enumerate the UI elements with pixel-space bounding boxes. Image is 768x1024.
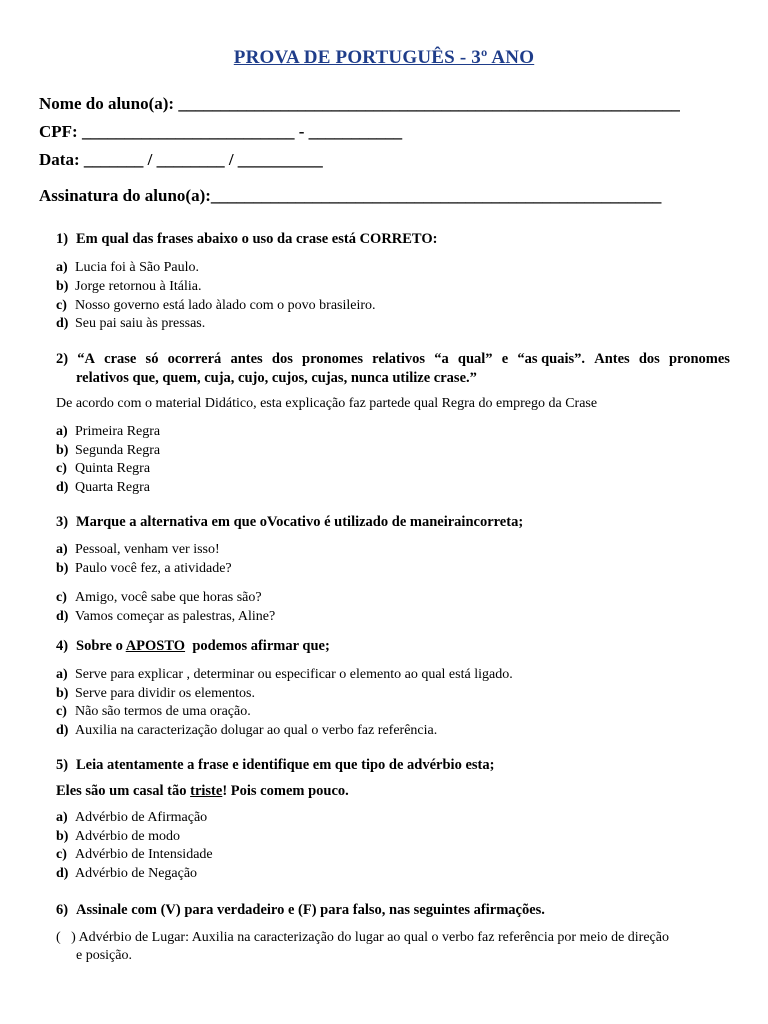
option-2c (56, 461, 150, 477)
word: pronomes (668, 351, 730, 367)
statement-continuation: e posição. (76, 948, 132, 963)
cpf-field (39, 122, 402, 142)
date-field (39, 150, 323, 170)
question-5 (56, 757, 494, 774)
question-number: 6) (56, 902, 69, 918)
option-letter: c) (56, 704, 67, 719)
word: “as quais”. (517, 351, 586, 367)
option-2b (56, 443, 160, 459)
question-text: podemos afirmar que; (185, 638, 330, 654)
option-5b (56, 829, 180, 845)
question-number: 5) (56, 757, 69, 773)
option-text: Lucia foi à São Paulo. (75, 260, 200, 275)
option-1b (56, 279, 201, 295)
word: dos (271, 351, 293, 367)
option-text: Quarta Regra (75, 480, 151, 495)
option-letter: c) (56, 847, 67, 862)
option-4b (56, 686, 255, 702)
sentence-text: Eles são um casal tão (56, 783, 191, 799)
question-3 (56, 514, 523, 531)
sentence-text: ! Pois comem pouco. (222, 783, 349, 799)
option-text: Serve para explicar , determinar ou especificar o elemento ao qual está ligado. (75, 667, 513, 682)
option-letter: c) (56, 590, 67, 605)
word: qual” (457, 351, 493, 367)
option-5c (56, 847, 213, 863)
option-3b (56, 561, 232, 577)
option-text: Paulo você fez, a atividade? (75, 561, 232, 576)
option-text: Advérbio de Intensidade (75, 847, 213, 862)
field-blank: _________________________ - ___________ (81, 122, 403, 141)
question-number: 3) (56, 514, 69, 530)
question-text-line1 (56, 350, 730, 369)
field-label: Assinatura do aluno(a): (39, 186, 211, 205)
option-letter: d) (56, 480, 69, 495)
option-text: Jorge retornou à Itália. (75, 279, 202, 294)
option-letter: c) (56, 461, 67, 476)
student-name-field (39, 94, 680, 114)
option-1c (56, 298, 376, 314)
field-blank: ___________________________________________________________ (178, 94, 680, 113)
question-text: Leia atentamente a frase e identifique em que tipo de advérbio esta; (76, 757, 495, 773)
option-letter: a) (56, 424, 68, 439)
page-title: PROVA DE PORTUGUÊS - 3º ANO (233, 47, 535, 68)
true-false-item (56, 929, 730, 965)
option-letter: d) (56, 609, 69, 624)
option-text: Advérbio de Afirmação (75, 810, 208, 825)
question-2-context: De acordo com o material Didático, esta explicação faz partede qual Regra do emprego da Crase (56, 396, 598, 411)
word: “a (434, 351, 449, 367)
option-3d (56, 609, 275, 625)
option-letter: d) (56, 316, 69, 331)
statement-text: Advérbio de Lugar: Auxilia na caracterização do lugar ao qual o verbo faz referência por meio de direção (78, 930, 669, 945)
option-1d (56, 316, 205, 332)
word: antes (230, 351, 263, 367)
word: crase (104, 351, 137, 367)
option-text: Segunda Regra (75, 443, 161, 458)
field-label: Data: (39, 150, 80, 169)
option-4d (56, 723, 437, 739)
word: ocorrerá (167, 351, 222, 367)
question-6 (56, 902, 545, 919)
word: Antes (594, 351, 630, 367)
word: só (145, 351, 159, 367)
option-text: Quinta Regra (75, 461, 151, 476)
word: relativos (372, 351, 426, 367)
field-label: Nome do aluno(a): (39, 94, 175, 113)
option-letter: c) (56, 298, 67, 313)
option-3a (56, 542, 220, 558)
option-5d (56, 866, 197, 882)
sentence-emphasis: triste (190, 783, 223, 799)
option-text: Serve para dividir os elementos. (75, 686, 256, 701)
option-letter: b) (56, 279, 69, 294)
option-3c (56, 590, 262, 606)
option-letter: a) (56, 260, 68, 275)
signature-field (39, 186, 661, 206)
word: dos (638, 351, 660, 367)
field-label: CPF: (39, 122, 78, 141)
option-text: Não são termos de uma oração. (75, 704, 251, 719)
option-text: Primeira Regra (75, 424, 161, 439)
question-text-line2: relativos que, quem, cuja, cujo, cujos, cujas, nunca utilize crase.” (76, 370, 477, 386)
option-letter: b) (56, 686, 69, 701)
option-text: Auxilia na caracterização dolugar ao qual o verbo faz referência. (75, 723, 438, 738)
option-4c (56, 704, 251, 720)
question-2 (56, 350, 730, 388)
option-4a (56, 667, 513, 683)
option-text: Seu pai saiu às pressas. (75, 316, 206, 331)
answer-blank[interactable]: ( ) (56, 930, 76, 945)
field-blank: _______ / ________ / __________ (83, 150, 323, 169)
option-1a (56, 260, 199, 276)
option-letter: d) (56, 723, 69, 738)
question-text: Em qual das frases abaixo o uso da crase está CORRETO: (76, 231, 438, 247)
word: pronomes (302, 351, 363, 367)
option-text: Nosso governo está lado àlado com o povo brasileiro. (75, 298, 376, 313)
option-letter: a) (56, 542, 68, 557)
option-text: Advérbio de Negação (75, 866, 198, 881)
option-text: Advérbio de modo (75, 829, 180, 844)
option-letter: b) (56, 561, 69, 576)
option-2a (56, 424, 160, 440)
word: “A (77, 351, 95, 367)
option-text: Pessoal, venham ver isso! (75, 542, 220, 557)
question-text: Marque a alternativa em que oVocativo é utilizado de maneiraincorreta; (76, 514, 524, 530)
field-blank: _____________________________________________________ (210, 186, 662, 205)
option-letter: d) (56, 866, 69, 881)
true-false-line (56, 929, 730, 947)
option-letter: b) (56, 829, 69, 844)
question-number: 4) (56, 638, 69, 654)
option-text: Amigo, você sabe que horas são? (75, 590, 262, 605)
option-letter: b) (56, 443, 69, 458)
question-text: Sobre o (76, 638, 126, 654)
option-letter: a) (56, 667, 68, 682)
question-number: 2) (56, 351, 69, 367)
question-1 (56, 231, 437, 248)
option-5a (56, 810, 207, 826)
question-text: Assinale com (V) para verdadeiro e (F) para falso, nas seguintes afirmações. (76, 902, 545, 918)
option-2d (56, 480, 150, 496)
question-4 (56, 638, 330, 655)
option-letter: a) (56, 810, 68, 825)
question-5-sentence (56, 783, 349, 800)
question-number: 1) (56, 231, 69, 247)
word: e (501, 351, 509, 367)
option-text: Vamos começar as palestras, Aline? (75, 609, 276, 624)
question-emphasis: APOSTO (125, 638, 186, 654)
